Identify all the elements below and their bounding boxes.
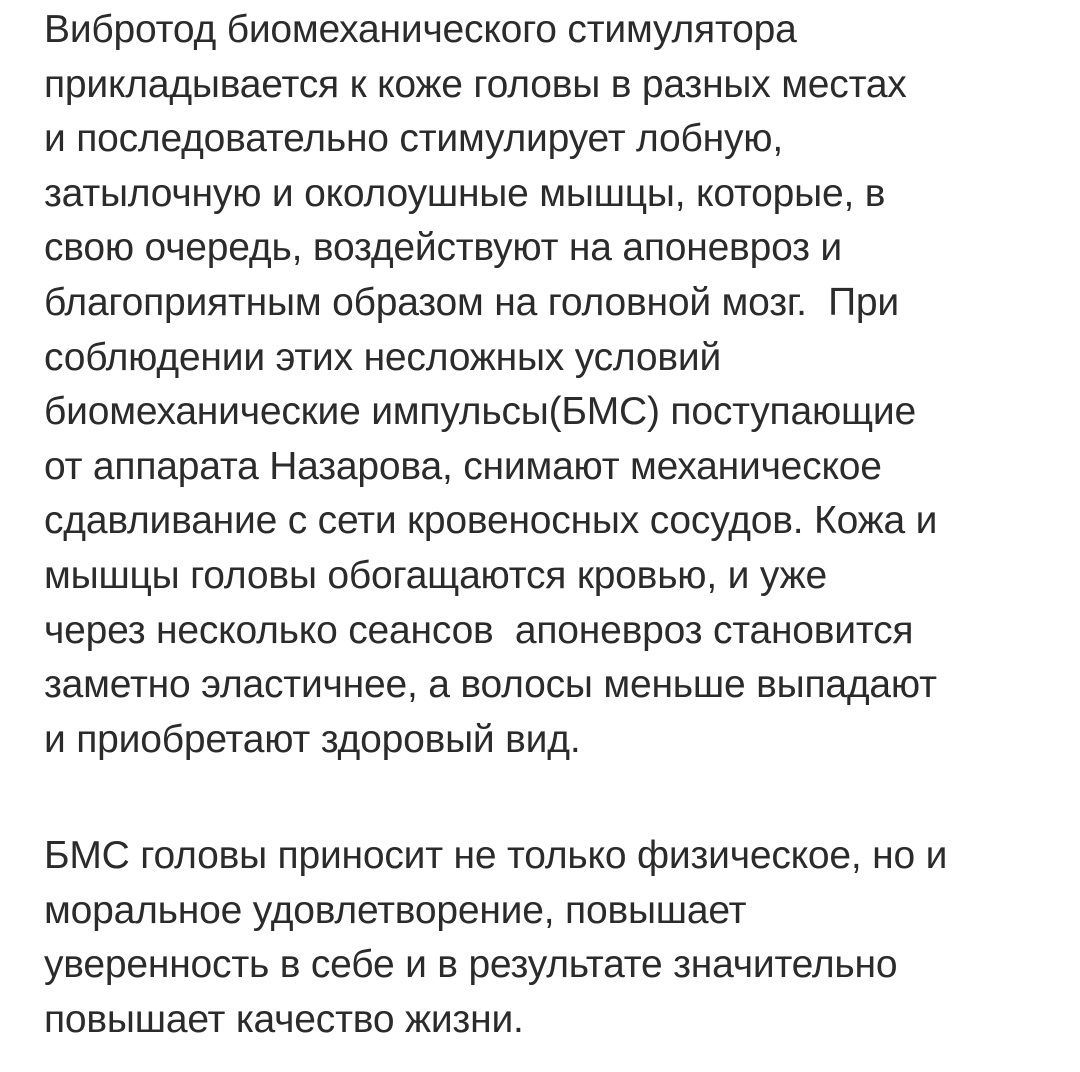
paragraph-benefits: БМС головы приносит не только физическое, но и моральное удовлетворение, повышает уверенность в себе и в результате значительно повышает качество жизни.	[44, 834, 948, 1041]
paragraph-stimulation-description: Вибротод биомеханического стимулятора прикладывается к коже головы в разных местах и последовательно стимулирует лобную, затылочную и околоушные мышцы, которые, в свою очередь, воздействуют на апоневроз и благоприятным образом на головной мозг. При соблюдении этих несложных условий биомеханические импульсы(БМС) поступающие от аппарата Назарова, снимают механическое сдавливание с сети кровеносных сосудов. Кожа и мышцы головы обогащаются кровью, и уже через несколько сеансов апоневроз становится заметно эластичнее, а волосы меньше выпадают и приобретают здоровый вид.	[44, 8, 938, 761]
